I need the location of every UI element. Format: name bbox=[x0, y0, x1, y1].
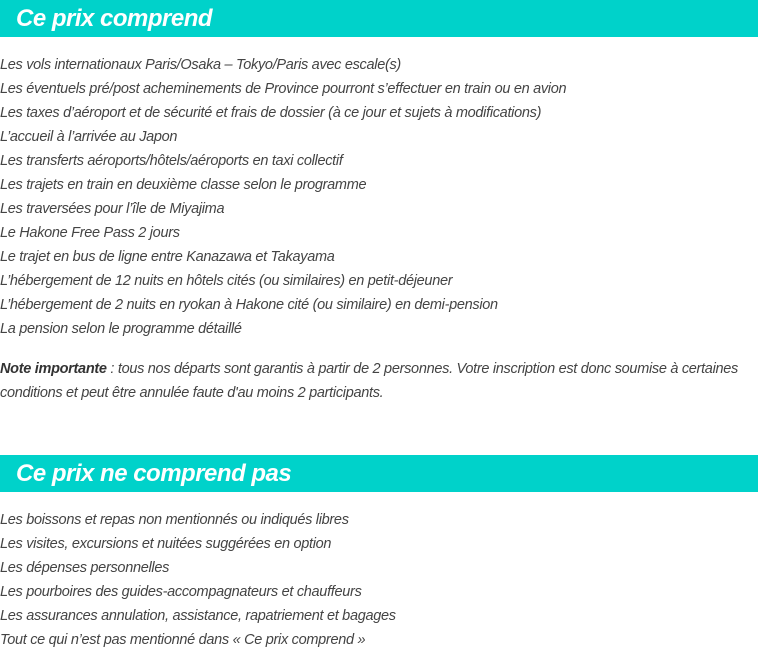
list-item: L’hébergement de 2 nuits en ryokan à Hakone cité (ou similaire) en demi-pension bbox=[0, 297, 498, 313]
important-note bbox=[0, 357, 758, 405]
list-item: Les transferts aéroports/hôtels/aéroports en taxi collectif bbox=[0, 153, 343, 169]
list-item: Les éventuels pré/post acheminements de Province pourront s’effectuer en train ou en avion bbox=[0, 81, 567, 97]
excluded-list bbox=[0, 508, 758, 652]
list-item: Les trajets en train en deuxième classe selon le programme bbox=[0, 177, 367, 193]
list-item: Les taxes d’aéroport et de sécurité et frais de dossier (à ce jour et sujets à modifications) bbox=[0, 105, 542, 121]
list-item: Tout ce qui n’est pas mentionné dans « Ce prix comprend » bbox=[0, 632, 366, 648]
included-list bbox=[0, 53, 758, 341]
included-heading: Ce prix comprend bbox=[0, 0, 758, 37]
list-item: Les boissons et repas non mentionnés ou indiqués libres bbox=[0, 512, 349, 528]
list-item: L’accueil à l’arrivée au Japon bbox=[0, 129, 178, 145]
list-item: Les traversées pour l’île de Miyajima bbox=[0, 201, 225, 217]
list-item: Les dépenses personnelles bbox=[0, 560, 170, 576]
list-item: Le trajet en bus de ligne entre Kanazawa et Takayama bbox=[0, 249, 335, 265]
list-item: L’hébergement de 12 nuits en hôtels cités (ou similaires) en petit-déjeuner bbox=[0, 273, 453, 289]
list-item: Les visites, excursions et nuitées suggérées en option bbox=[0, 536, 332, 552]
list-item: Le Hakone Free Pass 2 jours bbox=[0, 225, 180, 241]
list-item: Les assurances annulation, assistance, rapatriement et bagages bbox=[0, 608, 396, 624]
list-item: Les pourboires des guides-accompagnateurs et chauffeurs bbox=[0, 584, 362, 600]
note-text: : tous nos départs sont garantis à partir de 2 personnes. Votre inscription est donc soumise à certaines conditions et peut être annulée faute d'au moins 2 participants. bbox=[0, 361, 738, 401]
note-label: Note importante bbox=[0, 361, 107, 377]
list-item: La pension selon le programme détaillé bbox=[0, 321, 242, 337]
list-item: Les vols internationaux Paris/Osaka – Tokyo/Paris avec escale(s) bbox=[0, 57, 401, 73]
excluded-heading: Ce prix ne comprend pas bbox=[0, 455, 758, 492]
